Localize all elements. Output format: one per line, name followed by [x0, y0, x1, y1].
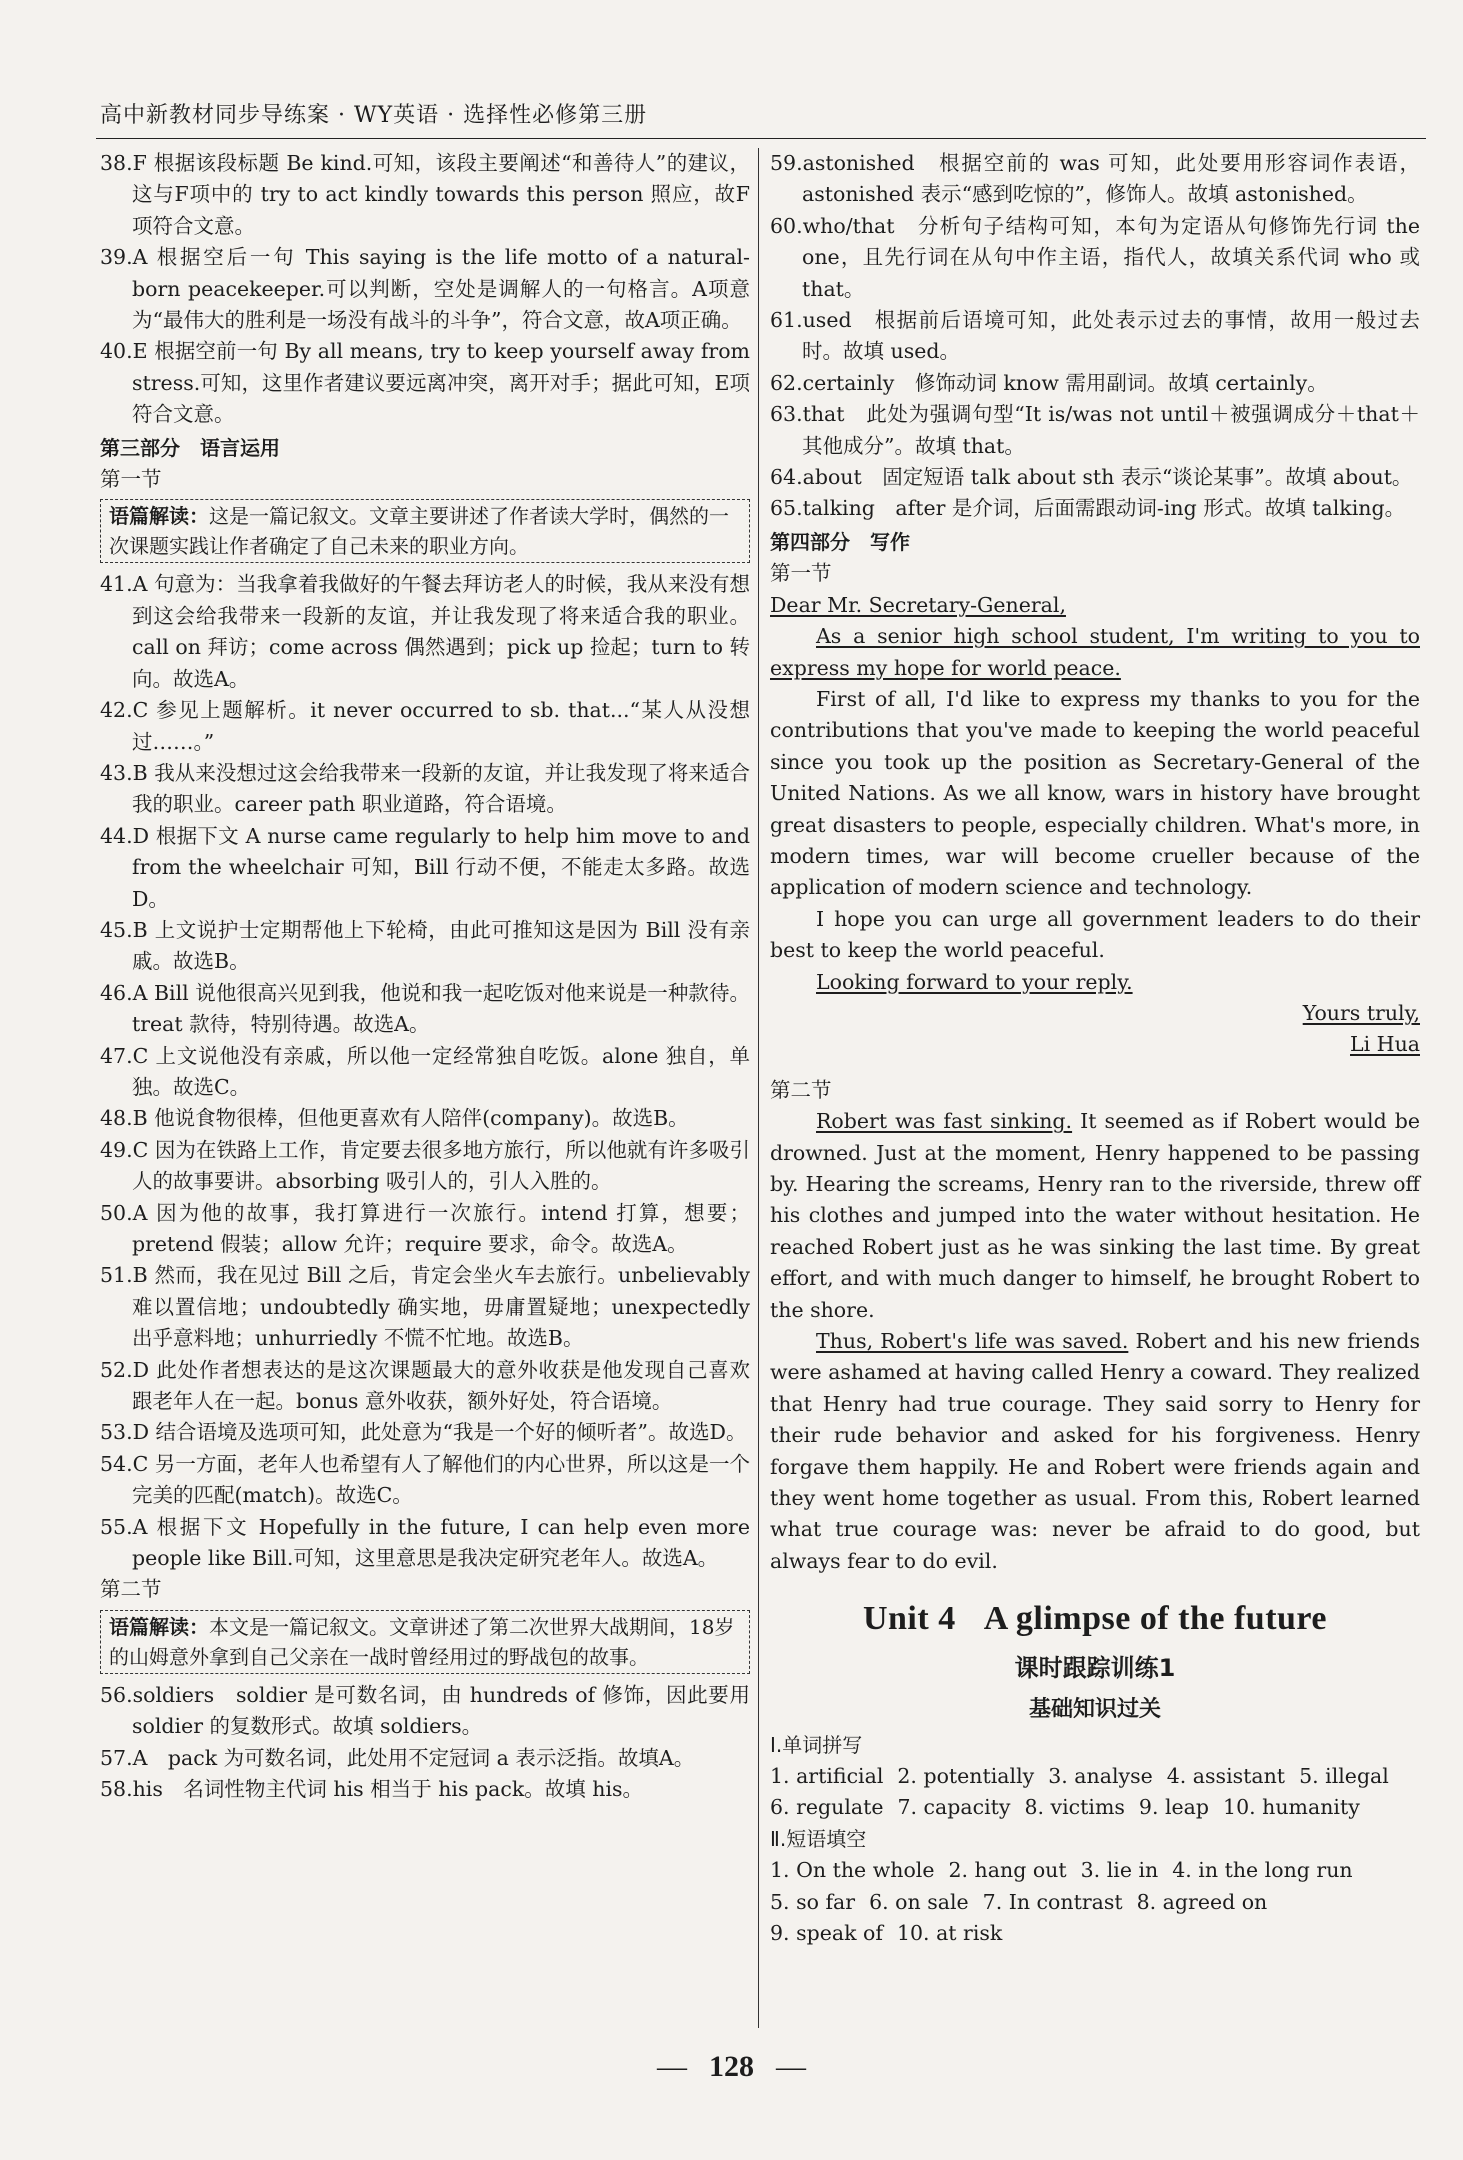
- vocab-heading: Ⅰ.单词拼写: [770, 1732, 863, 1757]
- answer-item: 55.A 根据下文 Hopefully in the future, I can help even more people like Bill.可知，这里意思是我决定研究老年人。故选A。: [100, 1514, 750, 1571]
- vocab-answers-line: [770, 1792, 1420, 1823]
- vocab-answer: 10. humanity: [1223, 1795, 1360, 1820]
- story-paragraph: It seemed as if Robert would be drowned. Just at the moment, Henry happened to be passing by. Hearing the screams, Henry ran to the riverside, threw off his clothes and jumped into the water without hesitation. He reached Robert just as he was sinking the last time. By great effort, and with much danger to himself, he brought Robert to the shore.: [770, 1109, 1420, 1322]
- phrase-answer: 3. lie in: [1080, 1858, 1159, 1883]
- answer-item: 56.soldiers soldier 是可数名词，由 hundreds of 修饰，因此要用 soldier 的复数形式。故填 soldiers。: [100, 1682, 750, 1739]
- answer-item: 63.that 此处为强调句型“It is/was not until＋被强调成分＋that＋其他成分”。故填 that。: [770, 402, 1420, 458]
- letter-greeting: Dear Mr. Secretary-General,: [770, 592, 1066, 617]
- answer-item: 54.C 另一方面，老年人也希望有人了解他们的内心世界，所以这是一个完美的匹配(match)。故选C。: [100, 1451, 750, 1508]
- answer-item: 59.astonished 根据空前的 was 可知，此处要用形容词作表语，astonished 表示“感到吃惊的”，修饰人。故填 astonished。: [770, 151, 1420, 207]
- part-heading: 第四部分 写作: [770, 529, 910, 554]
- answer-item: 39.A 根据空后一句 This saying is the life motto of a natural-born peacekeeper.可以判断，空处是调解人的一句格言。A项意为“最伟大的胜利是一场没有战斗的斗争”，符合文意，故A项正确。: [100, 245, 750, 333]
- column-divider: [758, 148, 759, 2028]
- answer-item: 41.A 句意为：当我拿着我做好的午餐去拜访老人的时候，我从来没有想到这会给我带来一段新的友谊，并让我发现了将来适合我的职业。call on 拜访；come across 偶然遇到；pick up 捡起；turn to 转向。故选A。: [100, 572, 750, 691]
- section-heading: 第二节: [770, 1077, 832, 1102]
- section-heading: 第二节: [100, 1577, 162, 1602]
- letter-paragraph: First of all, I'd like to express my thanks to you for the contributions that you've made to keeping the world peaceful since you took up the position as Secretary-General of the United Nations. As we all know, wars in history have brought great disasters to people, especially children. What's more, in modern times, war will become crueller because of the application of modern science and technology.: [770, 686, 1420, 900]
- answer-item: 49.C 因为在铁路上工作，肯定要去很多地方旅行，所以他就有许多吸引人的故事要讲。absorbing 吸引人的，引人入胜的。: [100, 1137, 750, 1194]
- answer-item: 48.B 他说食物很棒，但他更喜欢有人陪伴(company)。故选B。: [100, 1106, 689, 1131]
- phrase-answers-line: [770, 1918, 1420, 1949]
- vocab-answer: 8. victims: [1024, 1795, 1125, 1820]
- phrase-answer: 9. speak of: [770, 1920, 883, 1945]
- page-number: — 128 —: [0, 2050, 1463, 2084]
- passage-note: [100, 499, 750, 563]
- answer-item: 64.about 固定短语 talk about sth 表示“谈论某事”。故填 about。: [770, 465, 1413, 490]
- right-column: [770, 148, 1420, 1949]
- phrase-answer: 6. on sale: [869, 1889, 969, 1914]
- letter-paragraph: As a senior high school student, I'm writing to you to express my hope for world peace.: [770, 624, 1420, 680]
- letter-essay: [770, 590, 1420, 1061]
- running-header: 高中新教材同步导练案 · WY英语 · 选择性必修第三册: [100, 103, 648, 128]
- vocab-answer: 3. analyse: [1048, 1763, 1153, 1788]
- note-text: 这是一篇记叙文。文章主要讲述了作者读大学时，偶然的一次课题实践让作者确定了自己未来的职业方向。: [109, 504, 729, 559]
- note-text: 本文是一篇记叙文。文章讲述了第二次世界大战期间，18岁的山姆意外拿到自己父亲在一战时曾经用过的野战包的故事。: [109, 1614, 735, 1669]
- section-heading: 第一节: [100, 467, 162, 492]
- phrase-answer: 8. agreed on: [1136, 1889, 1268, 1914]
- answer-item: 65.talking after 是介词，后面需跟动词-ing 形式。故填 talking。: [770, 496, 1406, 521]
- note-label: 语篇解读：: [109, 1614, 209, 1639]
- story-underlined-start: Robert was fast sinking.: [816, 1109, 1073, 1134]
- vocab-answers-line: [770, 1761, 1420, 1792]
- answer-item: 42.C 参见上题解析。it never occurred to sb. that...“某人从没想过……。”: [100, 698, 750, 754]
- vocab-answer: 2. potentially: [897, 1763, 1035, 1788]
- note-label: 语篇解读：: [109, 504, 209, 529]
- unit-name: A glimpse of the future: [983, 1600, 1328, 1638]
- answer-item: 40.E 根据空前一句 By all means, try to keep yourself away from stress.可知，这里作者建议要远离冲突，离开对手；据此可知，E项符合文意。: [100, 339, 750, 427]
- answer-item: 50.A 因为他的故事，我打算进行一次旅行。intend 打算，想要；pretend 假装；allow 允许；require 要求，命令。故选A。: [100, 1200, 750, 1256]
- answer-item: 61.used 根据前后语境可知，此处表示过去的事情，故用一般过去时。故填 used。: [770, 308, 1420, 364]
- phrase-answer: 4. in the long run: [1172, 1858, 1353, 1883]
- answer-item: 58.his 名词性物主代词 his 相当于 his pack。故填 his。: [100, 1777, 644, 1802]
- vocab-answer: 1. artificial: [770, 1763, 884, 1788]
- section-heading: 第一节: [770, 561, 832, 586]
- answer-item: 43.B 我从来没想过这会给我带来一段新的友谊，并让我发现了将来适合我的职业。career path 职业道路，符合语境。: [100, 760, 750, 817]
- answer-item: 62.certainly 修饰动词 know 需用副词。故填 certainly。: [770, 370, 1328, 395]
- header-rule: [96, 138, 1426, 139]
- answer-item: 38.F 根据该段标题 Be kind.可知，该段主要阐述“和善待人”的建议，这与F项中的 try to act kindly towards this person 照应，故F项符合文意。: [100, 151, 750, 238]
- phrase-answers-line: [770, 1855, 1420, 1886]
- answer-item: 60.who/that 分析句子结构可知，本句为定语从句修饰先行词 the one，且先行词在从句中作主语，指代人，故填关系代词 who 或 that。: [770, 213, 1420, 301]
- part-heading: 第三部分 语言运用: [100, 435, 280, 460]
- phrase-answers-line: [770, 1887, 1420, 1918]
- phrase-answer: 7. In contrast: [982, 1889, 1123, 1914]
- answer-item: 53.D 结合语境及选项可知，此处意为“我是一个好的倾听者”。故选D。: [100, 1420, 747, 1445]
- story-underlined-start: Thus, Robert's life was saved.: [816, 1329, 1129, 1354]
- phrase-answer: 5. so far: [770, 1889, 856, 1914]
- answer-item: 46.A Bill 说他很高兴见到我，他说和我一起吃饭对他来说是一种款待。treat 款待，特别待遇。故选A。: [100, 980, 750, 1037]
- answer-item: 47.C 上文说他没有亲戚，所以他一定经常独自吃饭。alone 独自，单独。故选C。: [100, 1043, 750, 1099]
- phrase-answer: 10. at risk: [896, 1920, 1003, 1945]
- answer-item: 57.A pack 为可数名词，此处用不定冠词 a 表示泛指。故填A。: [100, 1745, 695, 1770]
- phrase-answer: 1. On the whole: [770, 1858, 935, 1883]
- left-column: [100, 148, 750, 1806]
- unit-title: [770, 1600, 1420, 1638]
- story-paragraph: Robert and his new friends were ashamed at having called Henry a coward. They realized that Henry had true courage. They said sorry to Henry for their rude behavior and asked for his forgiveness. Henry forgave them happily. He and Robert were friends again and they went home together as usual. From this, Robert learned what true courage was: never be afraid to do good, but always fear to do evil.: [770, 1329, 1421, 1573]
- vocab-answer: 4. assistant: [1166, 1763, 1286, 1788]
- answer-item: 51.B 然而，我在见过 Bill 之后，肯定会坐火车去旅行。unbelievably 难以置信地；undoubtedly 确实地，毋庸置疑地；unexpectedly 出乎意料地；unhurriedly 不慌不忙地。故选B。: [100, 1263, 750, 1351]
- answer-item: 45.B 上文说护士定期帮他上下轮椅，由此可推知这是因为 Bill 没有亲戚。故选B。: [100, 917, 750, 974]
- unit-number: Unit 4: [862, 1600, 956, 1638]
- letter-closing: Yours truly,: [1302, 1000, 1420, 1025]
- phrase-heading: Ⅱ.短语填空: [770, 1826, 867, 1851]
- vocab-answer: 6. regulate: [770, 1795, 884, 1820]
- passage-note: [100, 1610, 750, 1674]
- vocab-answer: 7. capacity: [897, 1795, 1011, 1820]
- phrase-answer: 2. hang out: [948, 1858, 1067, 1883]
- vocab-answer: 9. leap: [1138, 1795, 1210, 1820]
- answer-item: 44.D 根据下文 A nurse came regularly to help him move to and from the wheelchair 可知，Bill 行动不便，不能走太多路。故选D。: [100, 823, 750, 911]
- story-essay: [770, 1106, 1420, 1577]
- letter-signature: Li Hua: [1350, 1032, 1420, 1057]
- letter-paragraph: I hope you can urge all government leaders to do their best to keep the world peaceful.: [770, 906, 1420, 963]
- basic-knowledge-title: 基础知识过关: [1028, 1697, 1161, 1723]
- lesson-title: 课时跟踪训练1: [1014, 1653, 1176, 1682]
- letter-paragraph: Looking forward to your reply.: [816, 969, 1133, 994]
- answer-item: 52.D 此处作者想表达的是这次课题最大的意外收获是他发现自己喜欢跟老年人在一起。bonus 意外收获，额外好处，符合语境。: [100, 1357, 750, 1414]
- vocab-answer: 5. illegal: [1299, 1763, 1389, 1788]
